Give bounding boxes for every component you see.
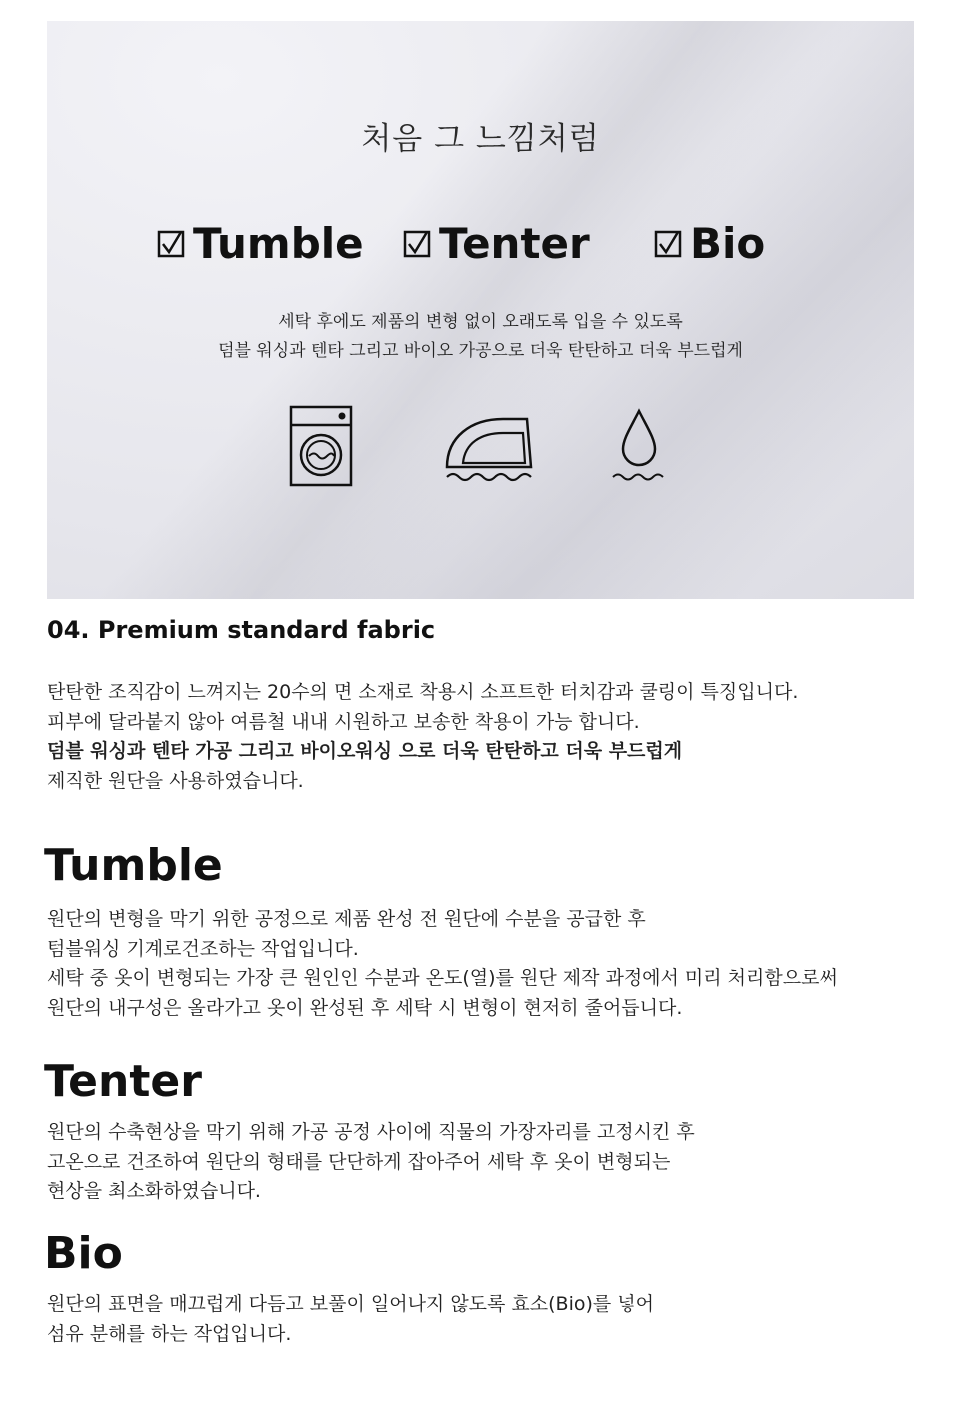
- tumble-line: 원단의 변형을 막기 위한 공정으로 제품 완성 전 원단에 수분을 공급한 후: [47, 908, 646, 930]
- tumble-heading: Tumble: [44, 840, 223, 891]
- hero-banner: [47, 21, 914, 599]
- tenter-line: 원단의 수축현상을 막기 위해 가공 공정 사이에 직물의 가장자리를 고정시킨 후: [47, 1121, 695, 1143]
- checkbox-icon: [403, 230, 431, 258]
- bio-line: 섬유 분해를 하는 작업입니다.: [47, 1322, 292, 1345]
- tumble-line: 텀블워싱 기계로건조하는 작업입니다.: [47, 937, 359, 960]
- tenter-description: [47, 1118, 920, 1207]
- washing-machine-icon: [289, 405, 353, 487]
- feature-checklist: [47, 219, 914, 269]
- fabric-title: 04. Premium standard fabric: [47, 616, 436, 644]
- check-label: Bio: [690, 219, 766, 268]
- tenter-line: 현상을 최소화하였습니다.: [47, 1180, 261, 1202]
- check-label: Tumble: [193, 219, 364, 268]
- hero-title: 처음 그 느낌처럼: [361, 121, 600, 157]
- water-drop-icon: [609, 407, 669, 485]
- fabric-line: 제직한 원단을 사용하였습니다.: [47, 769, 304, 792]
- check-label: Tenter: [439, 219, 590, 268]
- fabric-line: 피부에 달라붙지 않아 여름철 내내 시원하고 보송한 착용이 가능 합니다.: [47, 710, 640, 733]
- tumble-line: 원단의 내구성은 올라가고 옷이 완성된 후 세탁 시 변형이 현저히 줄어듭니다.: [47, 996, 683, 1019]
- fabric-line: 탄탄한 조직감이 느껴지는 20수의 면 소재로 착용시 소프트한 터치감과 쿨링이 특징입니다.: [47, 681, 799, 703]
- bio-heading: Bio: [44, 1228, 123, 1279]
- hero-description: [47, 308, 914, 366]
- checkbox-icon: [654, 230, 682, 258]
- tenter-heading: Tenter: [44, 1056, 202, 1107]
- checkbox-icon: [157, 230, 185, 258]
- hero-desc-line: 덤블 워싱과 텐타 그리고 바이오 가공으로 더욱 탄탄하고 더욱 부드럽게: [218, 341, 743, 361]
- fabric-line: 덤블 워싱과 텐타 가공 그리고 바이오워싱 으로 더욱 탄탄하고 더욱 부드럽게: [47, 740, 683, 762]
- bio-description: [47, 1290, 920, 1349]
- iron-steam-icon: [443, 407, 535, 485]
- tenter-line: 고온으로 건조하여 원단의 형태를 단단하게 잡아주어 세탁 후 옷이 변형되는: [47, 1150, 671, 1173]
- bio-line: 원단의 표면을 매끄럽게 다듬고 보풀이 일어나지 않도록 효소(Bio)를 넣어: [47, 1293, 654, 1315]
- hero-desc-line: 세탁 후에도 제품의 변형 없이 오래도록 입을 수 있도록: [278, 312, 683, 332]
- check-tenter: [403, 219, 590, 268]
- fabric-description: [47, 678, 920, 796]
- check-bio: [654, 219, 765, 268]
- tumble-description: [47, 905, 920, 1023]
- check-tumble: [157, 219, 364, 268]
- tumble-line: 세탁 중 옷이 변형되는 가장 큰 원인인 수분과 온도(열)를 원단 제작 과정에서 미리 처리함으로써: [47, 967, 838, 989]
